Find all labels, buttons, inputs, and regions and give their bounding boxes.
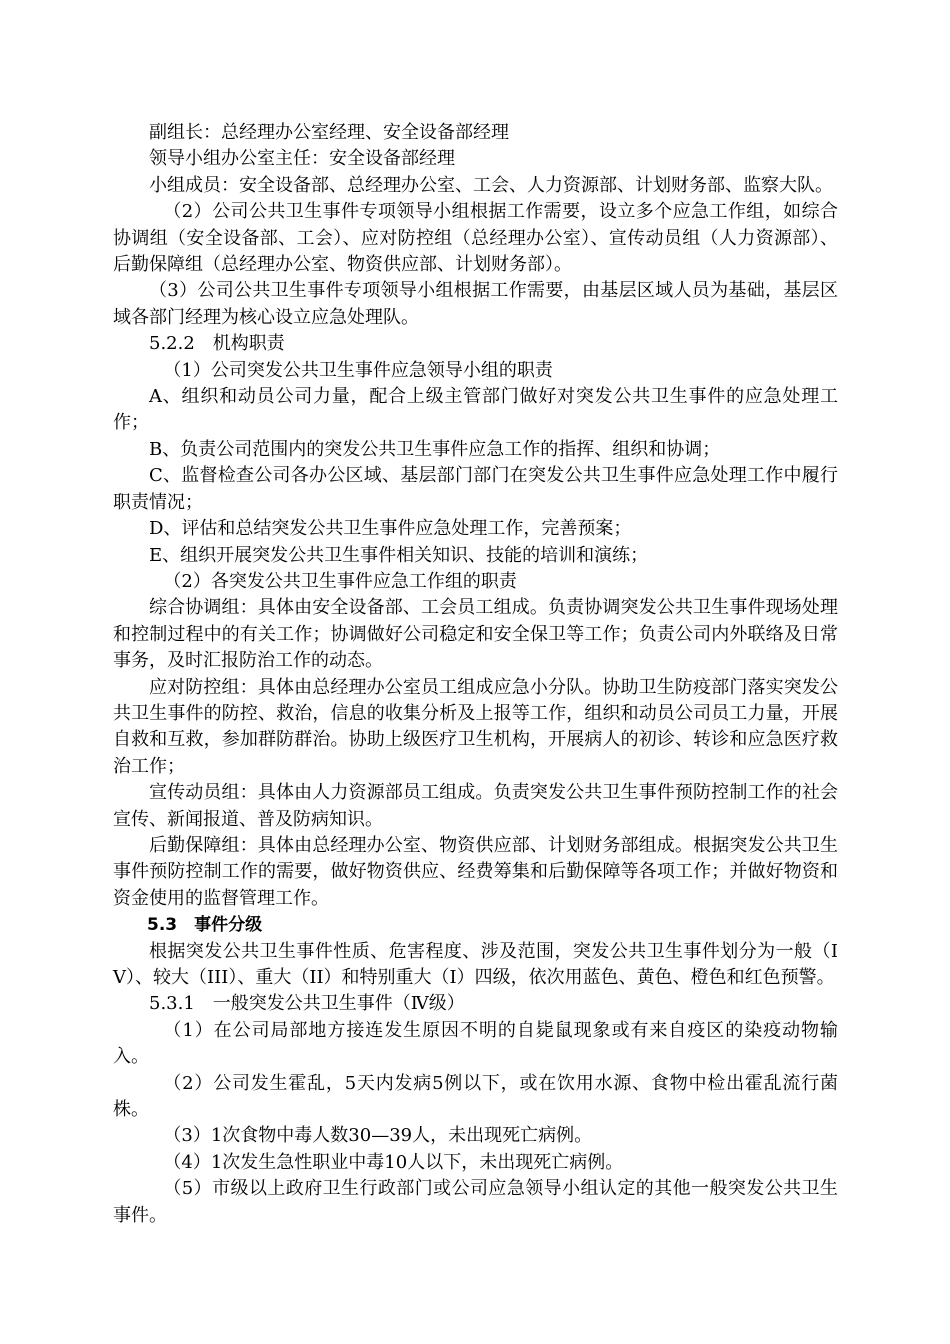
paragraph-coordination-group: 综合协调组：具体由安全设备部、工会员工组成。负责协调突发公共卫生事件现场处理和控制过程中的有关工作；协调做好公司稳定和安全保卫等工作；负责公司内外联络及日常事务，及时汇报防治工作的动态。 xyxy=(113,597,838,672)
list-item-d: D、评估和总结突发公共卫生事件应急处理工作，完善预案； xyxy=(149,518,632,540)
section-heading-5-2-2: 5.2.2 机构职责 xyxy=(149,333,285,355)
list-item-5: （5）市级以上政府卫生行政部门或公司应急领导小组认定的其他一般突发公共卫生事件。 xyxy=(113,1178,838,1226)
paragraph-logistics-group: 后勤保障组：具体由总经理办公室、物资供应部、计划财务部组成。根据突发公共卫生事件预防控制工作的需要，做好物资供应、经费筹集和后勤保障等各项工作；并做好物资和资金使用的监督管理工作。 xyxy=(113,834,838,909)
section-heading-5-3: 5.3 事件分级 xyxy=(147,915,263,936)
section-heading-5-3-1: 5.3.1 一般突发公共卫生事件（Ⅳ级） xyxy=(149,993,465,1015)
subheading-leadership-duties: （1）公司突发公共卫生事件应急领导小组的职责 xyxy=(163,359,553,381)
list-item-1: （1）在公司局部地方接连发生原因不明的自毙鼠现象或有来自疫区的染疫动物输入。 xyxy=(113,1019,838,1068)
paragraph-office-director: 领导小组办公室主任：安全设备部经理 xyxy=(149,148,455,170)
list-item-a: A、组织和动员公司力量，配合上级主管部门做好对突发公共卫生事件的应急处理工作； xyxy=(113,386,838,434)
list-item-2: （2）公司发生霍乱，5天内发病5例以下，或在饮用水源、食物中检出霍乱流行菌株。 xyxy=(113,1072,838,1121)
paragraph-members: 小组成员：安全设备部、总经理办公室、工会、人力资源部、计划财务部、监察大队。 xyxy=(149,174,833,196)
list-item-e: E、组织开展突发公共卫生事件相关知识、技能的培训和演练； xyxy=(149,544,649,566)
subheading-group-duties: （2）各突发公共卫生事件应急工作组的职责 xyxy=(163,570,517,592)
list-item-3: （3）1次食物中毒人数30—39人，未出现死亡病例。 xyxy=(163,1125,593,1147)
list-item-c: C、监督检查公司各办公区域、基层部门部门在突发公共卫生事件应急处理工作中履行职责情况； xyxy=(113,465,838,513)
paragraph-classification: 根据突发公共卫生事件性质、危害程度、涉及范围，突发公共卫生事件划分为一般（IV）、较大（III）、重大（II）和特别重大（I）四级，依次用蓝色、黄色、橙色和红色预警。 xyxy=(113,940,838,988)
list-item-b: B、负责公司范围内的突发公共卫生事件应急工作的指挥、组织和协调； xyxy=(149,438,721,460)
paragraph-response-team: （3）公司公共卫生事件专项领导小组根据工作需要，由基层区域人员为基础，基层区域各部门经理为核心设立应急处理队。 xyxy=(113,280,838,328)
paragraph-working-groups: （2）公司公共卫生事件专项领导小组根据工作需要，设立多个应急工作组，如综合协调组（安全设备部、工会）、应对防控组（总经理办公室）、宣传动员组（人力资源部）、后勤保障组（总经理办公室、物资供应部、计划财务部）。 xyxy=(113,201,838,276)
paragraph-prevention-group: 应对防控组：具体由总经理办公室员工组成应急小分队。协助卫生防疫部门落实突发公共卫生事件的防控、救治，信息的收集分析及上报等工作，组织和动员公司员工力量，开展自救和互救，参加群防群治。协助上级医疗卫生机构，开展病人的初诊、转诊和应急医疗救治工作； xyxy=(113,676,838,777)
paragraph-deputy-leader: 副组长：总经理办公室经理、安全设备部经理 xyxy=(149,122,509,143)
paragraph-publicity-group: 宣传动员组：具体由人力资源部员工组成。负责突发公共卫生事件预防控制工作的社会宣传、新闻报道、普及防病知识。 xyxy=(113,782,838,830)
document-body xyxy=(113,120,838,1229)
list-item-4: （4）1次发生急性职业中毒10人以下，未出现死亡病例。 xyxy=(163,1151,624,1173)
